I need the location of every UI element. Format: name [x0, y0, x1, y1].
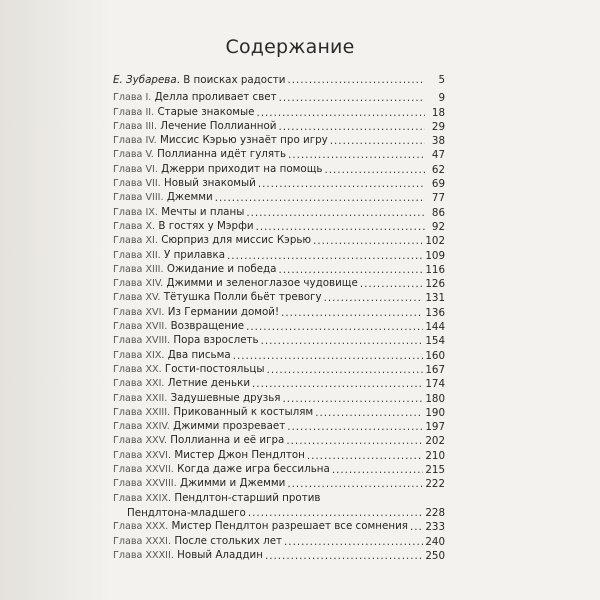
dot-leader: [267, 363, 424, 377]
toc-chapter-entry: [113, 120, 445, 134]
chapter-page-number: 29: [431, 120, 445, 133]
chapter-label: Глава XXXII.: [113, 549, 174, 561]
dot-leader: [258, 177, 425, 191]
page-title: Содержание: [225, 36, 355, 58]
chapter-label: Глава VIII.: [113, 192, 164, 204]
toc-chapter-entry: [113, 535, 445, 549]
toc-chapter-entry: [113, 477, 445, 491]
chapter-page-number: 233: [425, 521, 445, 534]
toc-chapter-entry: [113, 492, 445, 506]
chapter-title: [113, 405, 313, 420]
chapter-title-text: Джимми и Джемми: [179, 477, 286, 490]
dot-leader: [246, 206, 425, 220]
chapter-title-text: Джемми: [166, 191, 213, 204]
toc-chapter-entry: [113, 349, 445, 363]
dot-leader: [279, 91, 425, 105]
chapter-label: Глава V.: [113, 149, 154, 161]
chapter-label: Глава XIX.: [113, 349, 165, 361]
chapter-title: [113, 162, 322, 177]
intro-title-text: В поисках радости: [183, 74, 286, 86]
chapter-title: [113, 476, 285, 491]
chapter-title: [113, 348, 231, 363]
toc-chapter-entry: [113, 463, 445, 477]
chapter-page-number: 116: [425, 263, 445, 276]
toc-chapter-entry: [113, 134, 445, 148]
toc-chapter-entry: [113, 177, 445, 191]
chapter-title-text: Пора взрослеть: [173, 334, 259, 347]
chapter-page-number: 18: [431, 106, 445, 119]
dot-leader: [233, 349, 424, 363]
chapter-page-number: 109: [425, 249, 445, 262]
chapter-page-number: 160: [425, 349, 445, 362]
toc-chapter-entry: [113, 420, 445, 434]
chapter-title-text: Пендлтон-старший против: [174, 491, 321, 504]
dot-leader: [287, 73, 425, 87]
dot-leader: [283, 392, 424, 406]
chapter-label: Глава XXVIII.: [113, 478, 177, 490]
chapter-label: Глава XXVI.: [113, 449, 172, 461]
toc-intro-entry: [113, 73, 445, 87]
chapter-title: [113, 319, 244, 334]
chapter-title: [113, 248, 225, 263]
chapter-page-number: 222: [425, 478, 445, 491]
dot-leader: [286, 434, 423, 448]
chapter-title: [127, 506, 246, 520]
intro-title: Е. Зубарева. В поисках радости: [113, 74, 286, 86]
chapter-page-number: 202: [425, 435, 445, 448]
chapter-page-number: 136: [425, 306, 445, 319]
chapter-page-number: 131: [425, 292, 445, 305]
chapter-title-text: Джимми и зеленоглазое чудовище: [166, 277, 358, 290]
dot-leader: [265, 549, 423, 563]
table-of-contents: [113, 73, 445, 563]
chapter-page-number: 62: [431, 163, 445, 176]
chapter-page-number: 210: [425, 449, 445, 462]
chapter-title: [113, 290, 322, 305]
chapter-title: [113, 119, 276, 134]
chapter-label: Глава XXIX.: [113, 492, 172, 504]
dot-leader: [324, 291, 424, 305]
chapter-title-text: Миссис Кэрью узнаёт про игру: [159, 134, 328, 147]
chapter-label: Глава XVI.: [113, 306, 165, 318]
chapter-title-text: Старые знакомые: [157, 105, 255, 118]
chapter-title: [113, 219, 254, 234]
dot-leader: [284, 535, 423, 549]
chapter-title: [113, 233, 311, 248]
dot-leader: [256, 220, 425, 234]
chapter-label: Глава IX.: [113, 206, 158, 218]
chapter-title-text: После стольких лет: [174, 534, 283, 547]
chapter-title-text: Лечение Поллианной: [160, 119, 277, 132]
chapter-page-number: 86: [431, 206, 445, 219]
chapter-label: Глава XIII.: [113, 263, 164, 275]
dot-leader: [278, 120, 425, 134]
toc-chapter-entry: [113, 506, 445, 520]
chapter-label: Глава XXII.: [113, 392, 168, 404]
dot-leader: [246, 320, 423, 334]
toc-chapter-entry: [113, 363, 445, 377]
toc-chapter-entry: [113, 91, 445, 105]
chapter-label: Глава XXVII.: [113, 464, 174, 476]
chapter-label: Глава XXXI.: [113, 535, 172, 547]
chapter-label: Глава VII.: [113, 178, 161, 190]
toc-chapter-entry: [113, 392, 445, 406]
chapter-list: [113, 91, 445, 563]
chapter-label: Глава XI.: [113, 235, 158, 247]
chapter-title-text: Мечты и планы: [161, 205, 245, 218]
intro-page-number: 5: [438, 74, 445, 86]
chapter-title: [113, 376, 250, 391]
toc-chapter-entry: [113, 520, 445, 534]
chapter-title-text: Два письма: [167, 348, 231, 361]
chapter-page-number: 180: [425, 392, 445, 405]
chapter-label: Глава XV.: [113, 292, 161, 304]
chapter-label: Глава VI.: [113, 163, 158, 175]
chapter-page-number: 167: [425, 363, 445, 376]
chapter-title: [113, 176, 256, 191]
dot-leader: [279, 263, 424, 277]
chapter-title: [113, 391, 281, 406]
toc-chapter-entry: [113, 334, 445, 348]
chapter-title-text: Новый Аладдин: [177, 548, 263, 561]
chapter-title-text: Новый знакомый: [164, 177, 256, 190]
intro-author: Е. Зубарева: [113, 74, 177, 86]
chapter-page-number: 215: [425, 464, 445, 477]
chapter-page-number: 77: [431, 192, 445, 205]
toc-chapter-entry: [113, 191, 445, 205]
chapter-title-text: Сюрприз для миссис Кэрью: [161, 234, 312, 247]
chapter-title-text: Гости-постояльцы: [164, 362, 265, 375]
chapter-page-number: 190: [425, 406, 445, 419]
chapter-title: [113, 419, 285, 434]
dot-leader: [324, 163, 425, 177]
chapter-title-text: Поллианна идёт гулять: [157, 148, 287, 161]
toc-chapter-entry: [113, 106, 445, 120]
toc-chapter-entry: [113, 377, 445, 391]
dot-leader: [360, 277, 424, 291]
toc-chapter-entry: [113, 220, 445, 234]
toc-chapter-entry: [113, 249, 445, 263]
chapter-page-number: 250: [425, 549, 445, 562]
chapter-title-text: Делла проливает свет: [154, 91, 277, 104]
dot-leader: [256, 106, 425, 120]
chapter-title-text: Пендлтона-младшего: [127, 506, 246, 519]
chapter-title-text: Мистер Пендлтон разрешает все сомнения: [171, 520, 408, 533]
chapter-title: [113, 105, 254, 120]
chapter-title: [113, 433, 284, 448]
chapter-title: [113, 448, 305, 463]
chapter-title-text: Поллианна и её игра: [170, 434, 285, 447]
chapter-title: [113, 205, 244, 220]
toc-chapter-entry: [113, 406, 445, 420]
chapter-label: Глава XXX.: [113, 521, 169, 533]
dot-leader: [330, 134, 425, 148]
toc-chapter-entry: [113, 263, 445, 277]
dot-leader: [287, 420, 423, 434]
dot-leader: [261, 334, 424, 348]
dot-leader: [287, 477, 423, 491]
chapter-title-text: Возвращение: [170, 320, 245, 333]
chapter-title: [113, 548, 263, 563]
chapter-page-number: 47: [431, 149, 445, 162]
toc-chapter-entry: [113, 320, 445, 334]
chapter-label: Глава I.: [113, 92, 152, 104]
dot-leader: [410, 520, 423, 534]
chapter-title: [113, 147, 286, 162]
chapter-title-text: У прилавка: [164, 248, 226, 261]
chapter-title-text: Из Германии домой!: [167, 305, 280, 318]
toc-chapter-entry: [113, 234, 445, 248]
chapter-title-text: Тётушка Полли бьёт тревогу: [163, 291, 322, 304]
chapter-label: Глава II.: [113, 106, 155, 118]
chapter-label: Глава XXIII.: [113, 406, 171, 418]
toc-chapter-entry: [113, 449, 445, 463]
chapter-title: [113, 534, 282, 549]
chapter-title: [113, 362, 265, 377]
dot-leader: [307, 449, 423, 463]
chapter-label: Глава III.: [113, 120, 157, 132]
chapter-page-number: 144: [425, 321, 445, 334]
chapter-label: Глава XII.: [113, 249, 161, 261]
toc-chapter-entry: [113, 434, 445, 448]
chapter-title: [113, 262, 277, 277]
chapter-title-text: Джимми прозревает: [173, 420, 286, 433]
dot-leader: [332, 463, 424, 477]
chapter-label: Глава XIV.: [113, 278, 164, 290]
chapter-label: Глава X.: [113, 220, 156, 232]
chapter-title: [113, 462, 330, 477]
chapter-title-text: В гостях у Мэрфи: [158, 219, 254, 232]
chapter-title-text: Когда даже игра бессильна: [177, 463, 330, 476]
chapter-title-text: Задушевные друзья: [170, 391, 281, 404]
chapter-title: [113, 133, 328, 148]
chapter-page-number: 9: [438, 92, 445, 105]
chapter-page-number: 240: [425, 535, 445, 548]
toc-chapter-entry: [113, 291, 445, 305]
chapter-label: Глава XVII.: [113, 321, 168, 333]
page-gutter-shadow: [0, 0, 112, 600]
chapter-title-text: Летние деньки: [167, 377, 251, 390]
dot-leader: [313, 234, 423, 248]
chapter-title-text: Мистер Джон Пендлтон: [174, 448, 305, 461]
chapter-title: [113, 333, 259, 348]
dot-leader: [252, 377, 423, 391]
dot-leader: [281, 306, 423, 320]
dot-leader: [215, 191, 425, 205]
chapter-label: Глава XXIV.: [113, 421, 170, 433]
toc-chapter-entry: [113, 206, 445, 220]
toc-chapter-entry: [113, 277, 445, 291]
chapter-label: Глава XXI.: [113, 378, 165, 390]
chapter-page-number: 174: [425, 378, 445, 391]
chapter-title-text: Ожидание и победа: [166, 262, 277, 275]
dot-leader: [248, 506, 424, 520]
chapter-page-number: 126: [425, 278, 445, 291]
chapter-page-number: 228: [425, 506, 445, 519]
toc-chapter-entry: [113, 549, 445, 563]
chapter-title: [113, 491, 321, 506]
chapter-label: Глава IV.: [113, 135, 157, 147]
chapter-title: [113, 276, 358, 291]
toc-chapter-entry: [113, 163, 445, 177]
chapter-page-number: 154: [425, 335, 445, 348]
chapter-page-number: 92: [431, 220, 445, 233]
chapter-page-number: 197: [425, 421, 445, 434]
dot-leader: [288, 148, 425, 162]
chapter-page-number: 102: [425, 235, 445, 248]
chapter-title: [113, 519, 408, 534]
chapter-title: [113, 190, 213, 205]
toc-chapter-entry: [113, 306, 445, 320]
chapter-page-number: 69: [431, 178, 445, 191]
chapter-title-text: Прикованный к костылям: [173, 405, 314, 418]
toc-chapter-entry: [113, 148, 445, 162]
chapter-title-text: Джерри приходит на помощь: [161, 162, 323, 175]
chapter-title: [113, 305, 279, 320]
chapter-title: [113, 90, 277, 105]
dot-leader: [315, 406, 423, 420]
chapter-label: Глава XXV.: [113, 435, 167, 447]
chapter-label: Глава XVIII.: [113, 335, 171, 347]
chapter-label: Глава XX.: [113, 363, 162, 375]
dot-leader: [227, 249, 423, 263]
chapter-page-number: 38: [431, 135, 445, 148]
